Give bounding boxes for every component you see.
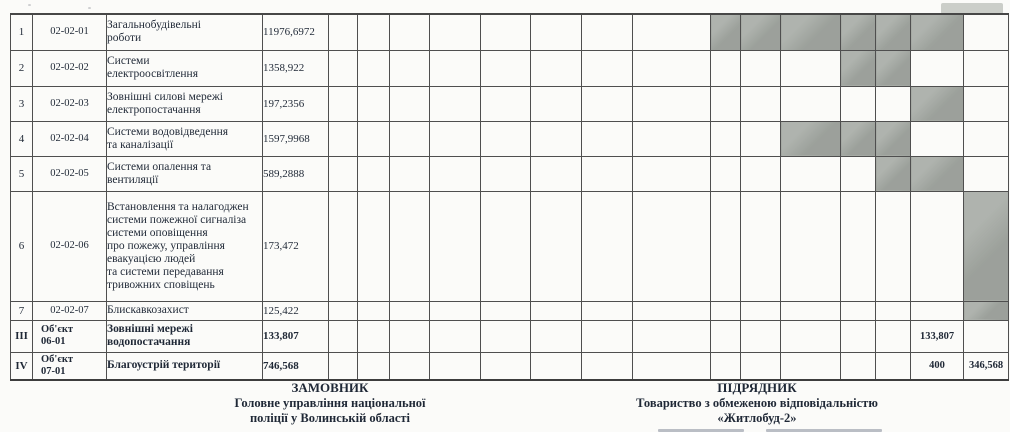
schedule-grid-cell — [781, 156, 841, 191]
work-schedule-table — [10, 13, 1009, 381]
shaded-schedule-cell — [876, 121, 911, 156]
schedule-grid-cell — [633, 191, 711, 301]
work-value-cell: 589,2888 — [263, 156, 329, 191]
schedule-grid-cell — [781, 191, 841, 301]
schedule-grid-cell — [329, 352, 358, 380]
schedule-grid-cell — [841, 86, 876, 121]
schedule-grid-cell — [430, 156, 481, 191]
schedule-grid-cell — [582, 352, 633, 380]
schedule-grid-cell — [481, 50, 531, 86]
schedule-grid-cell — [741, 301, 781, 320]
schedule-grid-cell — [481, 121, 531, 156]
schedule-grid-cell — [876, 191, 911, 301]
schedule-grid-cell — [531, 156, 582, 191]
schedule-grid-cell — [841, 156, 876, 191]
table-row — [11, 301, 1009, 320]
schedule-grid-cell — [531, 320, 582, 352]
table-row — [11, 191, 1009, 301]
table-row — [11, 86, 1009, 121]
shaded-schedule-cell — [911, 14, 964, 50]
schedule-grid-cell — [390, 156, 430, 191]
schedule-grid-cell — [358, 14, 390, 50]
schedule-grid-cell — [329, 86, 358, 121]
schedule-grid-cell — [390, 121, 430, 156]
schedule-grid-cell — [390, 191, 430, 301]
schedule-grid-cell — [531, 121, 582, 156]
work-value-cell: 1358,922 — [263, 50, 329, 86]
schedule-grid-cell — [911, 50, 964, 86]
schedule-grid-cell — [964, 86, 1009, 121]
work-name-cell: Системи опалення та вентиляції — [107, 156, 263, 191]
schedule-grid-cell — [876, 320, 911, 352]
work-name-cell: Благоустрій території — [107, 352, 263, 380]
schedule-grid-cell — [964, 320, 1009, 352]
schedule-grid-cell — [390, 50, 430, 86]
schedule-grid-cell — [781, 352, 841, 380]
schedule-grid-cell — [358, 320, 390, 352]
schedule-grid-cell — [633, 320, 711, 352]
schedule-grid-cell — [531, 86, 582, 121]
schedule-grid-cell — [481, 301, 531, 320]
schedule-grid-cell — [481, 352, 531, 380]
shaded-schedule-cell — [711, 14, 741, 50]
schedule-grid-cell — [481, 156, 531, 191]
schedule-grid-cell — [582, 156, 633, 191]
work-value-cell: 173,472 — [263, 191, 329, 301]
schedule-grid-cell — [841, 352, 876, 380]
table-row — [11, 50, 1009, 86]
schedule-grid-cell — [741, 320, 781, 352]
schedule-grid-cell — [531, 50, 582, 86]
schedule-grid-cell — [329, 121, 358, 156]
work-name-cell: Загальнобудівельні роботи — [107, 14, 263, 50]
schedule-grid-cell — [876, 352, 911, 380]
scan-speck — [88, 7, 91, 9]
schedule-grid-cell — [633, 121, 711, 156]
schedule-grid-cell — [582, 320, 633, 352]
schedule-grid-cell — [711, 352, 741, 380]
customer-title: ЗАМОВНИК — [291, 380, 369, 395]
scan-speck — [28, 4, 31, 6]
table-row — [11, 14, 1009, 50]
schedule-grid-cell — [741, 191, 781, 301]
work-name-cell: Системи водовідведення та каналізації — [107, 121, 263, 156]
schedule-grid-cell — [390, 301, 430, 320]
work-name-cell: Зовнішні силові мережі електропостачання — [107, 86, 263, 121]
schedule-grid-cell — [358, 191, 390, 301]
schedule-grid-cell — [741, 156, 781, 191]
row-number-cell: 4 — [11, 121, 33, 156]
schedule-grid-cell — [358, 156, 390, 191]
shaded-schedule-cell — [964, 301, 1009, 320]
row-number-cell: 1 — [11, 14, 33, 50]
schedule-grid-cell — [633, 352, 711, 380]
shaded-schedule-cell — [876, 50, 911, 86]
schedule-grid-cell — [741, 86, 781, 121]
schedule-grid-cell — [964, 14, 1009, 50]
schedule-grid-cell — [781, 86, 841, 121]
schedule-grid-cell — [582, 14, 633, 50]
row-number-cell: 5 — [11, 156, 33, 191]
shaded-schedule-cell — [911, 156, 964, 191]
schedule-grid-cell — [781, 301, 841, 320]
work-code-cell: 02-02-07 — [33, 301, 107, 320]
contractor-signature-block — [552, 380, 962, 426]
schedule-grid-cell — [741, 352, 781, 380]
work-value-cell: 1597,9968 — [263, 121, 329, 156]
shaded-schedule-cell — [741, 14, 781, 50]
work-value-cell: 125,422 — [263, 301, 329, 320]
schedule-value-cell: 346,568 — [964, 352, 1009, 380]
schedule-value-cell: 400 — [911, 352, 964, 380]
schedule-value-cell: 133,807 — [911, 320, 964, 352]
shaded-schedule-cell — [781, 121, 841, 156]
schedule-grid-cell — [430, 320, 481, 352]
work-code-cell: 02-02-02 — [33, 50, 107, 86]
schedule-grid-cell — [329, 50, 358, 86]
schedule-grid-cell — [329, 14, 358, 50]
schedule-grid-cell — [711, 191, 741, 301]
schedule-grid-cell — [430, 86, 481, 121]
schedule-grid-cell — [481, 14, 531, 50]
shaded-schedule-cell — [781, 14, 841, 50]
schedule-grid-cell — [911, 191, 964, 301]
row-number-cell: 2 — [11, 50, 33, 86]
shaded-schedule-cell — [841, 121, 876, 156]
schedule-grid-cell — [329, 156, 358, 191]
schedule-grid-cell — [741, 50, 781, 86]
work-code-cell: Об'єкт 07-01 — [33, 352, 107, 380]
schedule-grid-cell — [531, 352, 582, 380]
schedule-grid-cell — [582, 50, 633, 86]
schedule-grid-cell — [964, 156, 1009, 191]
work-value-cell: 746,568 — [263, 352, 329, 380]
schedule-grid-cell — [711, 301, 741, 320]
schedule-grid-cell — [633, 14, 711, 50]
shaded-schedule-cell — [841, 14, 876, 50]
customer-signature-block — [150, 380, 510, 426]
customer-name-line1: Головне управління національної — [234, 396, 426, 410]
table-row — [11, 320, 1009, 352]
schedule-grid-cell — [329, 301, 358, 320]
schedule-grid-cell — [430, 301, 481, 320]
schedule-grid-cell — [633, 86, 711, 121]
schedule-grid-cell — [582, 121, 633, 156]
shaded-schedule-cell — [876, 156, 911, 191]
row-number-cell: 7 — [11, 301, 33, 320]
table-row — [11, 156, 1009, 191]
shaded-schedule-cell — [964, 191, 1009, 301]
schedule-grid-cell — [329, 320, 358, 352]
work-code-cell: Об'єкт 06-01 — [33, 320, 107, 352]
work-name-cell: Встановлення та налагоджен системи пожежної сигналіза системи оповіщення про пожежу, управління евакуацією людей та системи передавання тривожних сповіщень — [107, 191, 263, 301]
schedule-grid-cell — [711, 121, 741, 156]
schedule-grid-cell — [911, 301, 964, 320]
shaded-schedule-cell — [911, 86, 964, 121]
table-row — [11, 121, 1009, 156]
work-code-cell: 02-02-01 — [33, 14, 107, 50]
contractor-name-line2: «Житлобуд-2» — [717, 411, 797, 425]
contractor-title: ПІДРЯДНИК — [717, 380, 797, 395]
schedule-grid-cell — [964, 121, 1009, 156]
schedule-grid-cell — [711, 320, 741, 352]
work-name-cell: Блискавкозахист — [107, 301, 263, 320]
schedule-grid-cell — [841, 301, 876, 320]
schedule-grid-cell — [481, 86, 531, 121]
work-code-cell: 02-02-03 — [33, 86, 107, 121]
schedule-grid-cell — [781, 50, 841, 86]
work-code-cell: 02-02-05 — [33, 156, 107, 191]
schedule-grid-cell — [358, 352, 390, 380]
schedule-grid-cell — [841, 320, 876, 352]
work-code-cell: 02-02-04 — [33, 121, 107, 156]
schedule-grid-cell — [430, 14, 481, 50]
schedule-grid-cell — [633, 156, 711, 191]
schedule-grid-cell — [741, 121, 781, 156]
schedule-grid-cell — [633, 50, 711, 86]
schedule-grid-cell — [329, 191, 358, 301]
schedule-grid-cell — [911, 121, 964, 156]
schedule-grid-cell — [876, 86, 911, 121]
schedule-grid-cell — [841, 191, 876, 301]
row-number-cell: 6 — [11, 191, 33, 301]
schedule-grid-cell — [358, 50, 390, 86]
schedule-grid-cell — [876, 301, 911, 320]
schedule-grid-cell — [358, 121, 390, 156]
schedule-grid-cell — [481, 320, 531, 352]
schedule-grid-cell — [390, 320, 430, 352]
schedule-grid-cell — [711, 50, 741, 86]
schedule-grid-cell — [964, 50, 1009, 86]
shaded-schedule-cell — [841, 50, 876, 86]
shaded-schedule-cell — [876, 14, 911, 50]
schedule-grid-cell — [390, 14, 430, 50]
schedule-grid-cell — [390, 352, 430, 380]
work-value-cell: 197,2356 — [263, 86, 329, 121]
schedule-grid-cell — [633, 301, 711, 320]
schedule-grid-cell — [358, 86, 390, 121]
row-number-cell: 3 — [11, 86, 33, 121]
work-name-cell: Системи електроосвітлення — [107, 50, 263, 86]
work-name-cell: Зовнішні мережі водопостачання — [107, 320, 263, 352]
schedule-grid-cell — [430, 191, 481, 301]
contractor-name-line1: Товариство з обмеженою відповідальністю — [636, 396, 878, 410]
work-value-cell: 11976,6972 — [263, 14, 329, 50]
schedule-grid-cell — [531, 301, 582, 320]
schedule-grid-cell — [430, 121, 481, 156]
schedule-grid-cell — [582, 86, 633, 121]
work-code-cell: 02-02-06 — [33, 191, 107, 301]
schedule-grid-cell — [390, 86, 430, 121]
table-row — [11, 352, 1009, 380]
schedule-grid-cell — [430, 50, 481, 86]
schedule-grid-cell — [531, 14, 582, 50]
schedule-grid-cell — [582, 191, 633, 301]
schedule-grid-cell — [582, 301, 633, 320]
customer-name-line2: поліції у Волинській області — [249, 411, 411, 425]
schedule-grid-cell — [781, 320, 841, 352]
schedule-grid-cell — [430, 352, 481, 380]
schedule-grid-cell — [481, 191, 531, 301]
row-number-cell: IV — [11, 352, 33, 380]
schedule-grid-cell — [531, 191, 582, 301]
schedule-grid-cell — [711, 86, 741, 121]
work-value-cell: 133,807 — [263, 320, 329, 352]
schedule-grid-cell — [711, 156, 741, 191]
row-number-cell: III — [11, 320, 33, 352]
schedule-grid-cell — [358, 301, 390, 320]
